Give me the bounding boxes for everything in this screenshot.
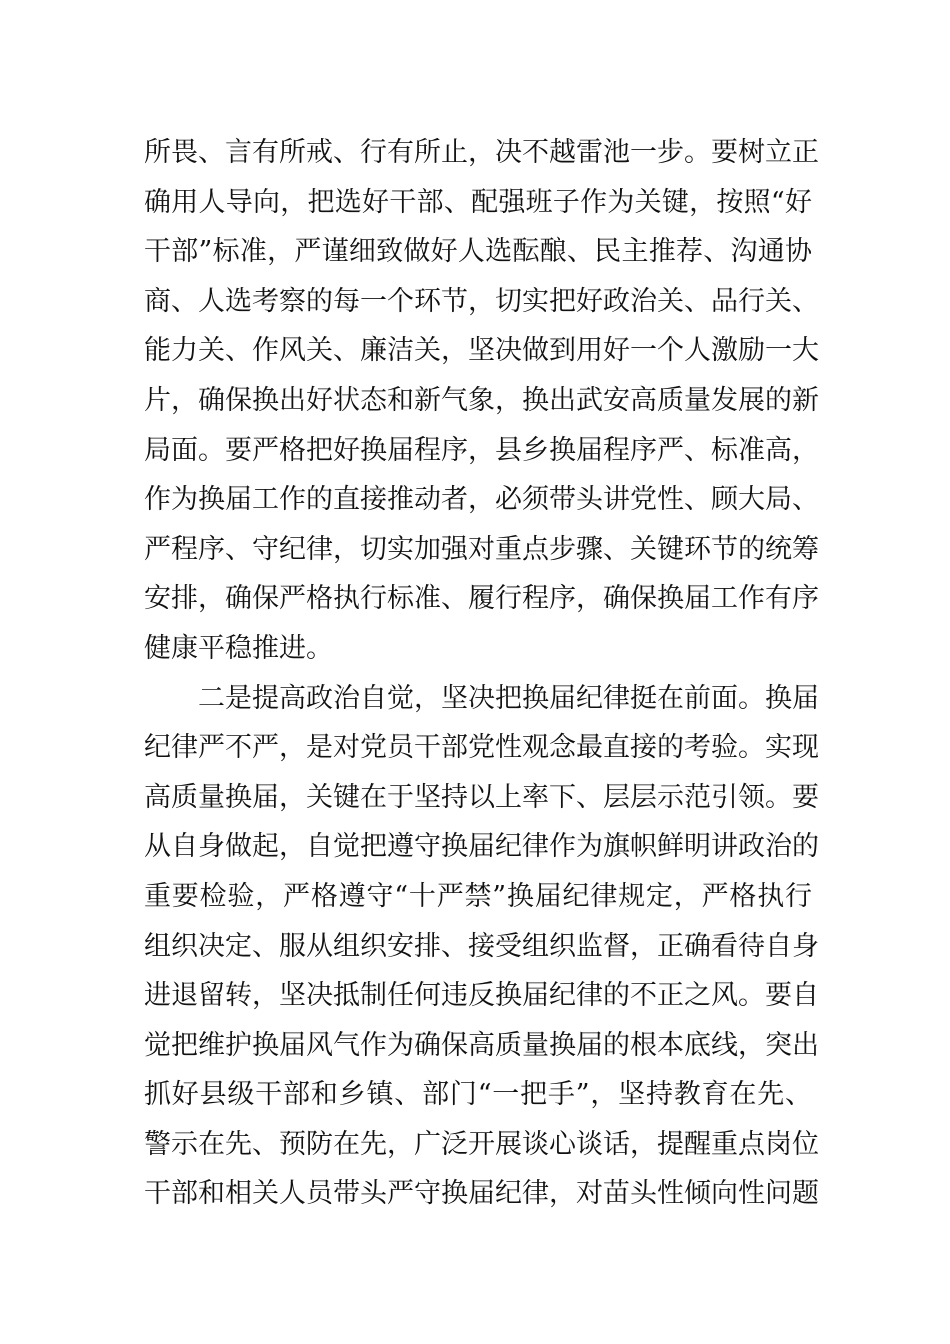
text-line: 健康平稳推进。 xyxy=(144,632,333,664)
text-line: 抓好县级干部和乡镇、部门“一把手”，坚持教育在先、 xyxy=(144,1079,812,1111)
text-line: 所畏、言有所戒、行有所止，决不越雷池一步。要树立正 xyxy=(144,137,819,168)
text-line: 觉把维护换届风气作为确保高质量换届的根本底线，突出 xyxy=(144,1029,819,1061)
text-line: 确用人导向，把选好干部、配强班子作为关键，按照“好 xyxy=(144,186,812,218)
text-line: 警示在先、预防在先，广泛开展谈心谈话，提醒重点岗位 xyxy=(144,1128,819,1160)
text-line: 商、人选考察的每一个环节，切实把好政治关、品行关、 xyxy=(144,285,819,317)
text-line: 进退留转，坚决抵制任何违反换届纪律的不正之风。要自 xyxy=(144,980,819,1012)
text-line: 能力关、作风关、廉洁关，坚决做到用好一个人激励一大 xyxy=(144,335,819,367)
text-line: 局面。要严格把好换届程序，县乡换届程序严、标准高， xyxy=(144,434,819,466)
text-line: 干部和相关人员带头严守换届纪律，对苗头性倾向性问题 xyxy=(144,1178,819,1210)
text-line: 干部”标准，严谨细致做好人选酝酿、民主推荐、沟通协 xyxy=(144,236,812,268)
text-line: 组织决定、服从组织安排、接受组织监督，正确看待自身 xyxy=(144,930,819,962)
text-line: 高质量换届，关键在于坚持以上率下、层层示范引领。要 xyxy=(144,781,819,813)
text-line: 片，确保换出好状态和新气象，换出武安高质量发展的新 xyxy=(144,384,819,416)
body-text xyxy=(144,128,819,1219)
text-line: 重要检验，严格遵守“十严禁”换届纪律规定，严格执行 xyxy=(144,880,812,912)
text-line: 安排，确保严格执行标准、履行程序，确保换届工作有序 xyxy=(144,583,819,615)
text-line: 纪律严不严，是对党员干部党性观念最直接的考验。实现 xyxy=(144,732,819,764)
text-line: 从自身做起，自觉把遵守换届纪律作为旗帜鲜明讲政治的 xyxy=(144,831,819,863)
text-line: 二是提高政治自觉，坚决把换届纪律挺在前面。换届 xyxy=(144,682,819,714)
text-line: 作为换届工作的直接推动者，必须带头讲党性、顾大局、 xyxy=(144,484,819,516)
text-line: 严程序、守纪律，切实加强对重点步骤、关键环节的统筹 xyxy=(144,533,819,565)
